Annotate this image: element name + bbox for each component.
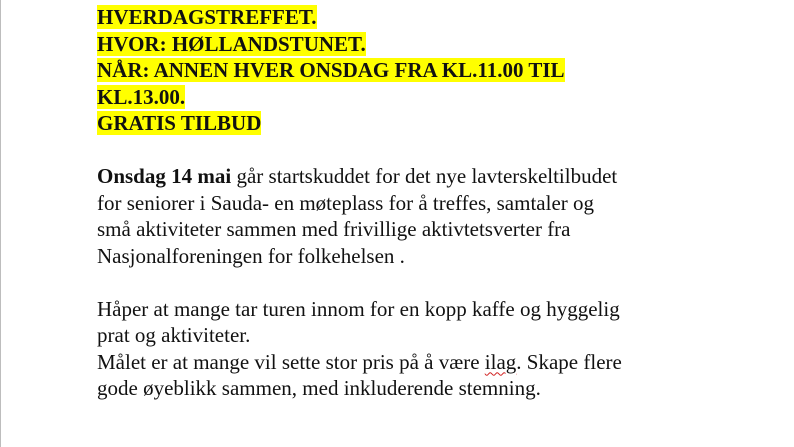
header-line: HVERDAGSTREFFET.	[97, 5, 317, 29]
text-line: Målet er at mange vil sette stor pris på å være ilag. Skape flere	[97, 349, 622, 374]
text-line: gode øyeblikk sammen, med inkluderende stemning.	[97, 376, 541, 400]
spellcheck-flagged-word[interactable]: ilag	[484, 349, 517, 374]
text-line: Håper at mange tar turen innom for en kopp kaffe og hyggelig	[97, 296, 620, 321]
header-line: NÅR: ANNEN HVER ONSDAG FRA KL.11.00 TIL	[97, 58, 565, 82]
text-line: prat og aktiviteter.	[97, 323, 251, 347]
document-body[interactable]	[97, 4, 737, 402]
header-line: GRATIS TILBUD	[97, 111, 262, 135]
text-line: Nasjonalforeningen for folkehelsen .	[97, 243, 405, 268]
text-line: for seniorer i Sauda- en møteplass for å treffes, samtaler og	[97, 190, 595, 215]
blank-line	[97, 269, 737, 296]
paragraph-intro	[97, 163, 737, 269]
header-line: HVOR: HØLLANDSTUNET.	[97, 31, 366, 56]
blank-line	[97, 137, 737, 164]
header-line: KL.13.00.	[97, 84, 186, 109]
paragraph-invitation	[97, 296, 737, 402]
highlighted-header	[97, 4, 737, 137]
text-line: små aktiviteter sammen med frivillige aktivtetsverter fra	[97, 217, 571, 241]
date-lead: Onsdag 14 mai	[97, 164, 232, 188]
text-line: Onsdag 14 mai går startskuddet for det nye lavterskeltilbudet	[97, 164, 618, 188]
